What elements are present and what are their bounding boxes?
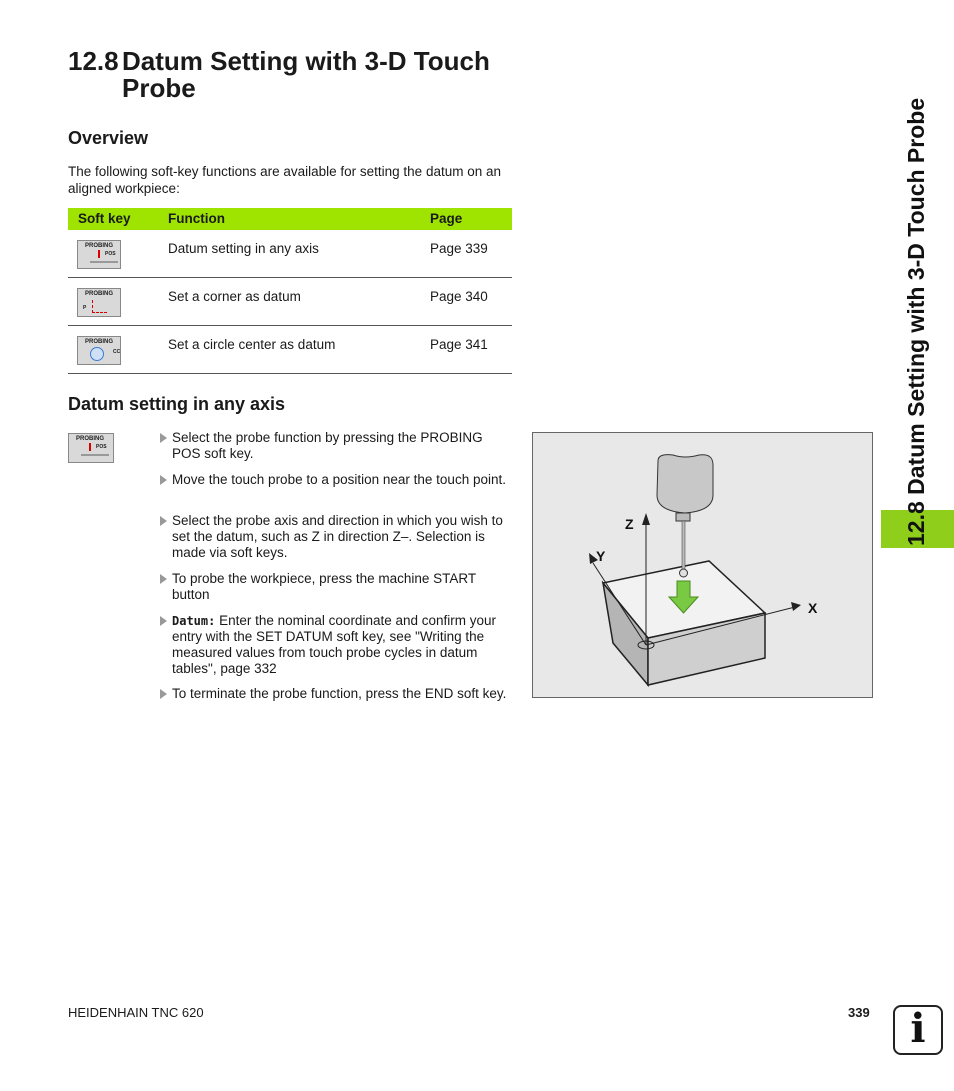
x-axis-arrow	[791, 602, 801, 611]
softkey-label: PROBING	[76, 436, 105, 442]
table-header	[68, 208, 512, 230]
workpiece-base-icon	[81, 454, 109, 456]
axis-label-z: Z	[625, 516, 634, 532]
step-text: Select the probe function by pressing the PROBING POS soft key.	[172, 430, 483, 461]
corner-icon	[92, 300, 107, 313]
axis-label-y: Y	[596, 548, 606, 564]
probing-corner-softkey	[77, 288, 121, 317]
axis-label-x: X	[808, 600, 818, 616]
list-item	[160, 513, 510, 561]
softkey-table	[68, 208, 512, 374]
row-page: Page 339	[430, 241, 488, 256]
datum-any-axis-heading: Datum setting in any axis	[68, 394, 286, 414]
probing-pos-softkey	[68, 433, 114, 463]
header-page: Page	[430, 211, 463, 226]
section-number: 12.8	[68, 46, 119, 76]
softkey-sub: POS	[96, 444, 107, 450]
list-item	[160, 686, 510, 702]
side-title-text: 12.8 Datum Setting with 3-D Touch Probe	[903, 97, 929, 546]
datum-step-text: Enter the nominal coordinate and confirm your entry with the SET DATUM soft key, see "Writing the measured values from touch probe cycles in datum tables", page 332	[172, 613, 497, 676]
table-row	[68, 326, 512, 374]
step-text: Select the probe axis and direction in which you wish to set the datum, such as Z in direction Z–. Selection is made via soft keys.	[172, 513, 503, 560]
header-function: Function	[168, 211, 225, 226]
list-item	[160, 613, 510, 677]
probing-circle-softkey	[77, 336, 121, 365]
row-function: Set a circle center as datum	[168, 337, 336, 352]
side-chapter-title	[880, 40, 954, 560]
softkey-sub: POS	[105, 251, 116, 257]
touch-probe-figure	[532, 432, 873, 698]
row-function: Set a corner as datum	[168, 289, 301, 304]
softkey-sub: P	[83, 305, 87, 311]
bullet-arrow-icon	[160, 689, 167, 699]
list-item	[160, 430, 510, 462]
step-text: Move the touch probe to a position near the touch point.	[172, 472, 506, 487]
probe-pin-icon	[98, 250, 100, 258]
bullet-arrow-icon	[160, 433, 167, 443]
section-title: Datum Setting with 3-D Touch Probe	[122, 46, 490, 103]
header-softkey: Soft key	[78, 211, 131, 226]
bullet-arrow-icon	[160, 475, 167, 485]
probe-pin-icon	[89, 443, 91, 451]
probe-illustration	[533, 433, 872, 697]
list-item	[160, 571, 510, 603]
bullet-arrow-icon	[160, 574, 167, 584]
softkey-sub: CC	[113, 349, 121, 355]
table-row	[68, 230, 512, 278]
bullet-arrow-icon	[160, 516, 167, 526]
row-page: Page 341	[430, 337, 488, 352]
z-axis-arrow	[642, 513, 650, 525]
probe-tip	[680, 569, 688, 577]
circle-center-icon	[90, 347, 104, 361]
row-function: Datum setting in any axis	[168, 241, 319, 256]
workpiece-base-icon	[90, 261, 118, 263]
list-item	[160, 472, 510, 488]
overview-intro: The following soft-key functions are available for setting the datum on an aligned workpiece:	[68, 164, 501, 196]
probe-collar	[676, 513, 690, 521]
table-row	[68, 278, 512, 326]
softkey-label: PROBING	[85, 291, 114, 297]
step-text: To terminate the probe function, press the END soft key.	[172, 686, 507, 701]
softkey-label: PROBING	[85, 243, 114, 249]
bullet-arrow-icon	[160, 616, 167, 626]
datum-label: Datum:	[172, 614, 216, 628]
probe-head	[657, 455, 713, 513]
row-page: Page 340	[430, 289, 488, 304]
footer-product: HEIDENHAIN TNC 620	[68, 1005, 204, 1020]
probing-pos-softkey	[77, 240, 121, 269]
page-number: 339	[848, 1005, 870, 1020]
step-text	[172, 613, 510, 677]
softkey-label: PROBING	[85, 339, 114, 345]
info-icon	[893, 1005, 943, 1055]
overview-heading: Overview	[68, 128, 149, 148]
probe-stylus	[682, 521, 685, 571]
info-glyph: i	[910, 1005, 926, 1052]
step-text: To probe the workpiece, press the machine START button	[172, 571, 476, 602]
